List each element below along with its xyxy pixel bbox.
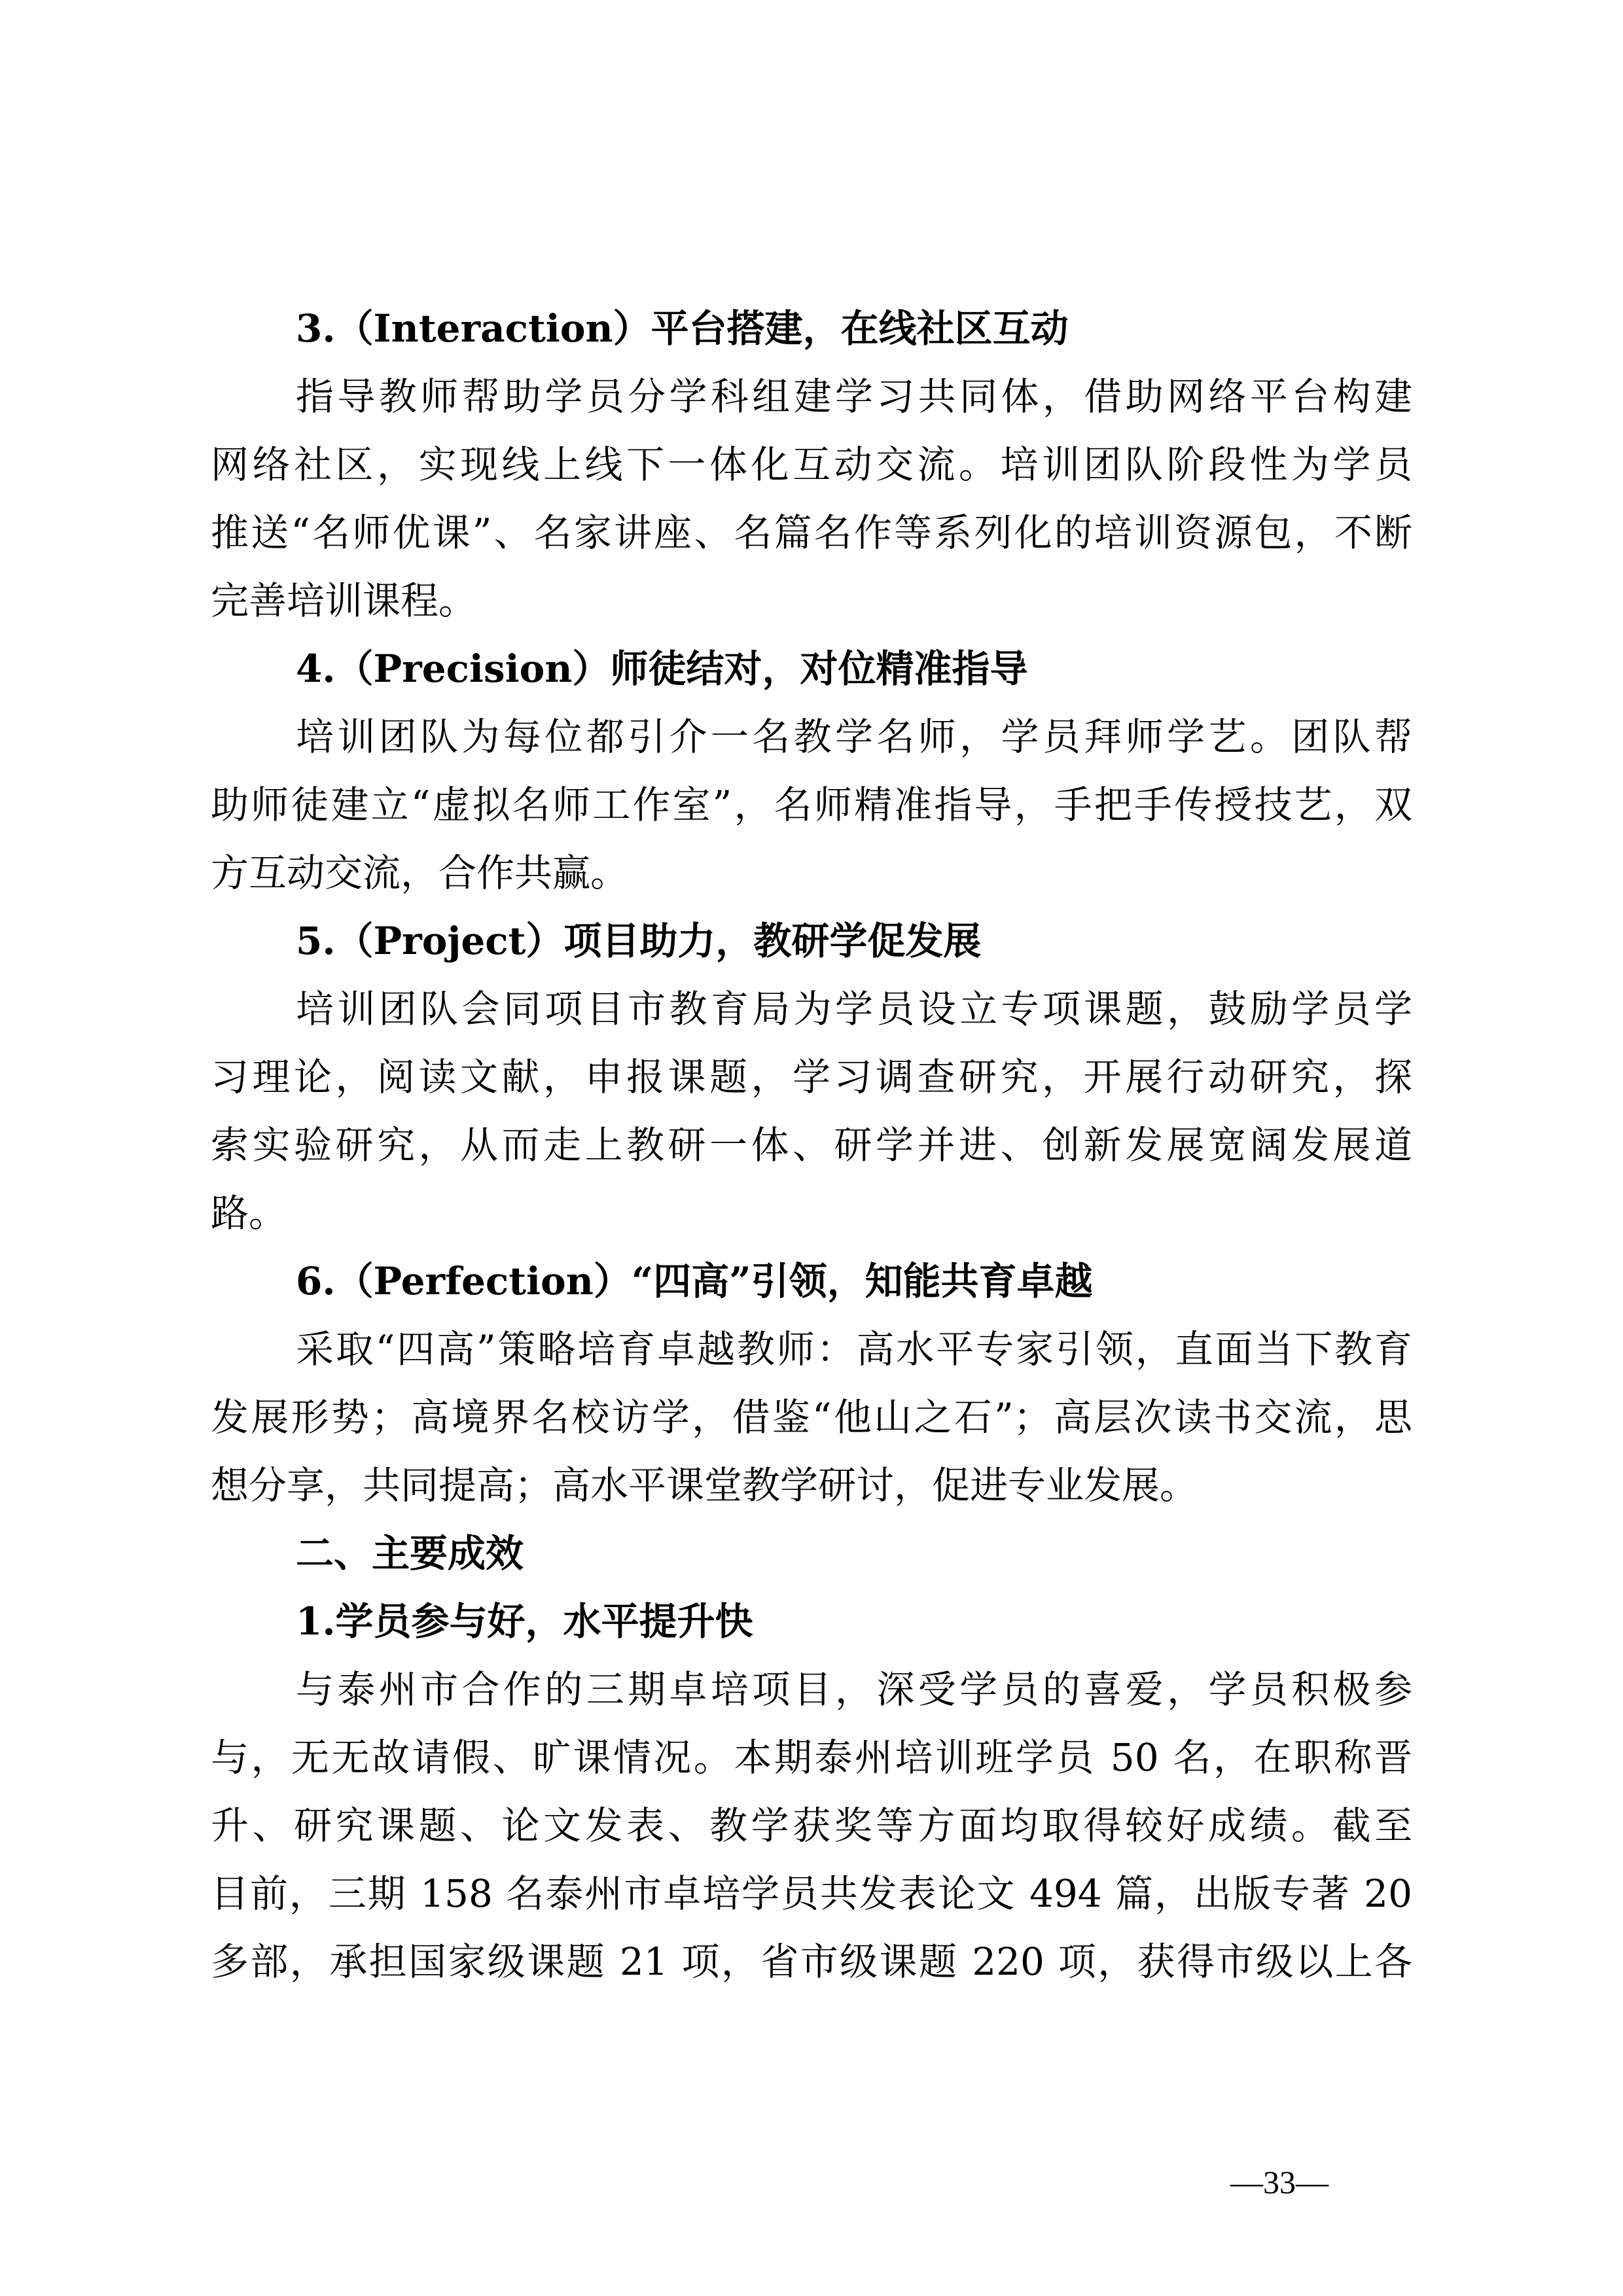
- paragraph-line: 培训团队为每位都引介一名教学名师，学员拜师学艺。团队帮: [296, 715, 1412, 759]
- paragraph-line: 习理论，阅读文献，申报课题，学习调查研究，开展行动研究，探: [211, 1055, 1412, 1099]
- paragraph-line: 索实验研究，从而走上教研一体、研学并进、创新发展宽阔发展道: [211, 1123, 1412, 1167]
- paragraph-line: 网络社区，实现线上线下一体化互动交流。培训团队阶段性为学员: [211, 442, 1412, 487]
- paragraph-line: 采取“四高”策略培育卓越教师：高水平专家引领，直面当下教育: [296, 1327, 1412, 1371]
- paragraph-line: 与，无无故请假、旷课情况。本期泰州培训班学员 50 名，在职称晋: [211, 1735, 1412, 1780]
- paragraph-line: 推送“名师优课”、名家讲座、名篇名作等系列化的培训资源包，不断: [211, 510, 1412, 555]
- page-number: —33—: [1230, 2164, 1329, 2200]
- part-heading-main-results: 二、主要成效: [296, 1531, 524, 1576]
- paragraph-line: 培训团队会同项目市教育局为学员设立专项课题，鼓励学员学: [296, 987, 1412, 1031]
- paragraph-line: 发展形势；高境界名校访学，借鉴“他山之石”；高层次读书交流，思: [211, 1395, 1412, 1439]
- section-heading-project: 5.（Project）项目助力，教研学促发展: [296, 919, 982, 963]
- paragraph-line: 助师徒建立“虚拟名师工作室”，名师精准指导，手把手传授技艺，双: [211, 783, 1412, 827]
- paragraph-line: 多部，承担国家级课题 21 项，省市级课题 220 项，获得市级以上各: [211, 1939, 1412, 1984]
- paragraph-line: 目前，三期 158 名泰州市卓培学员共发表论文 494 篇，出版专著 20: [211, 1871, 1412, 1916]
- paragraph-line: 方互动交流，合作共赢。: [211, 851, 629, 895]
- paragraph-line: 与泰州市合作的三期卓培项目，深受学员的喜爱，学员积极参: [296, 1667, 1412, 1712]
- section-heading-interaction: 3.（Interaction）平台搭建，在线社区互动: [296, 306, 1069, 351]
- section-heading-perfection: 6.（Perfection）“四高”引领，知能共育卓越: [296, 1259, 1093, 1303]
- result-heading-participation: 1.学员参与好，水平提升快: [296, 1599, 753, 1644]
- paragraph-line: 指导教师帮助学员分学科组建学习共同体，借助网络平台构建: [296, 374, 1412, 419]
- paragraph-line: 升、研究课题、论文发表、教学获奖等方面均取得较好成绩。截至: [211, 1803, 1412, 1848]
- paragraph-line: 完善培训课程。: [211, 578, 477, 623]
- paragraph-line: 路。: [211, 1191, 287, 1235]
- document-page: [211, 294, 1412, 1996]
- paragraph-line: 想分享，共同提高；高水平课堂教学研讨，促进专业发展。: [211, 1463, 1198, 1508]
- section-heading-precision: 4.（Precision）师徒结对，对位精准指导: [296, 646, 1028, 691]
